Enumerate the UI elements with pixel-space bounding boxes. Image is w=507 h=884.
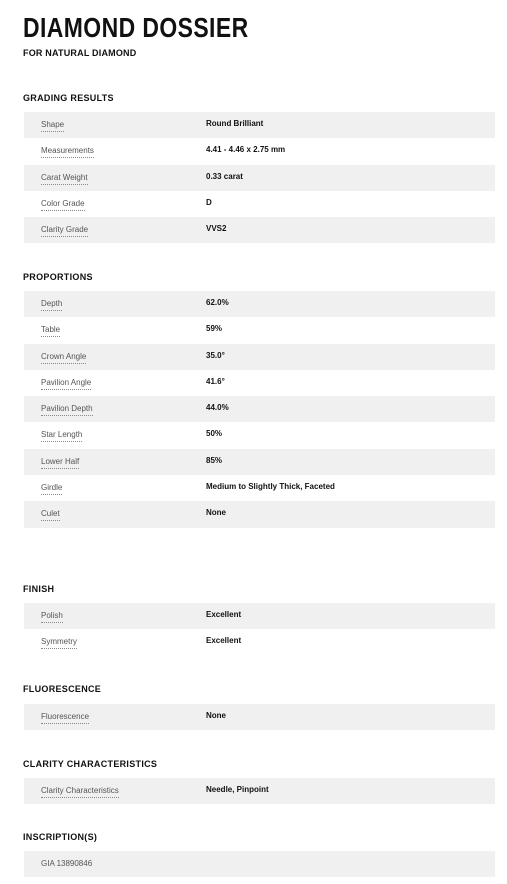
grading-table: [24, 112, 495, 243]
row-value: None: [206, 508, 226, 518]
table-row: [24, 217, 495, 243]
row-value: 41.6°: [206, 376, 225, 386]
row-label[interactable]: Girdle: [41, 483, 62, 495]
section-heading-clarity-characteristics: CLARITY CHARACTERISTICS: [23, 759, 158, 769]
row-label[interactable]: Depth: [41, 299, 62, 311]
table-row: [24, 629, 495, 655]
row-label[interactable]: Clarity Grade: [41, 225, 88, 237]
table-row: [24, 422, 495, 448]
table-row: [24, 344, 495, 370]
row-label[interactable]: Measurements: [41, 146, 94, 158]
row-value: D: [206, 197, 212, 207]
inscription-table: [24, 851, 495, 877]
table-row: [24, 396, 495, 422]
row-label[interactable]: Polish: [41, 611, 63, 623]
table-row: [24, 370, 495, 396]
clarity-characteristics-table: [24, 778, 495, 804]
row-value: 0.33 carat: [206, 171, 243, 181]
row-label[interactable]: Crown Angle: [41, 352, 86, 364]
row-value: Needle, Pinpoint: [206, 785, 269, 794]
table-row: [24, 475, 495, 501]
row-label[interactable]: Culet: [41, 509, 60, 521]
row-label[interactable]: Fluorescence: [41, 712, 89, 724]
row-value: Excellent: [206, 636, 242, 646]
table-row: [24, 291, 495, 317]
row-value: Medium to Slightly Thick, Faceted: [206, 482, 335, 492]
table-row: [24, 704, 495, 730]
page-subtitle: FOR NATURAL DIAMOND: [23, 48, 137, 58]
page-title: DIAMOND DOSSIER: [23, 12, 249, 43]
table-row: [24, 778, 495, 804]
table-row: [24, 112, 495, 138]
row-label[interactable]: Shape: [41, 120, 64, 132]
row-value: None: [206, 711, 226, 720]
row-value: 59%: [206, 324, 223, 334]
section-heading-fluorescence: FLUORESCENCE: [23, 684, 102, 694]
section-heading-finish: FINISH: [23, 584, 55, 594]
table-row: [24, 138, 495, 164]
row-label[interactable]: Pavilion Angle: [41, 378, 91, 390]
row-label[interactable]: Table: [41, 325, 60, 337]
row-label[interactable]: Pavilion Depth: [41, 404, 93, 416]
row-value: Excellent: [206, 610, 242, 619]
row-value: 50%: [206, 429, 223, 439]
table-row: [24, 501, 495, 527]
row-value: 62.0%: [206, 298, 229, 307]
table-row: [24, 317, 495, 343]
table-row: [24, 603, 495, 629]
table-row: [24, 191, 495, 217]
row-label[interactable]: Star Length: [41, 430, 82, 442]
row-value: 44.0%: [206, 403, 229, 413]
table-row: [24, 449, 495, 475]
inscription-text: GIA 13890846: [41, 859, 93, 868]
row-label[interactable]: Color Grade: [41, 199, 85, 211]
section-heading-grading: GRADING RESULTS: [23, 93, 114, 103]
fluorescence-table: [24, 704, 495, 730]
section-heading-proportions: PROPORTIONS: [23, 272, 93, 282]
table-row: [24, 165, 495, 191]
row-label[interactable]: Symmetry: [41, 637, 77, 649]
section-heading-inscriptions: INSCRIPTION(S): [23, 832, 98, 842]
row-label[interactable]: Lower Half: [41, 457, 79, 469]
row-value: 35.0°: [206, 350, 225, 360]
row-value: VVS2: [206, 224, 227, 234]
table-row: [24, 851, 495, 877]
row-value: 4.41 - 4.46 x 2.75 mm: [206, 145, 286, 155]
proportions-table: [24, 291, 495, 528]
row-label[interactable]: Carat Weight: [41, 173, 88, 185]
row-value: Round Brilliant: [206, 119, 264, 128]
finish-table: [24, 603, 495, 656]
row-label[interactable]: Clarity Characteristics: [41, 786, 119, 798]
row-value: 85%: [206, 455, 223, 465]
